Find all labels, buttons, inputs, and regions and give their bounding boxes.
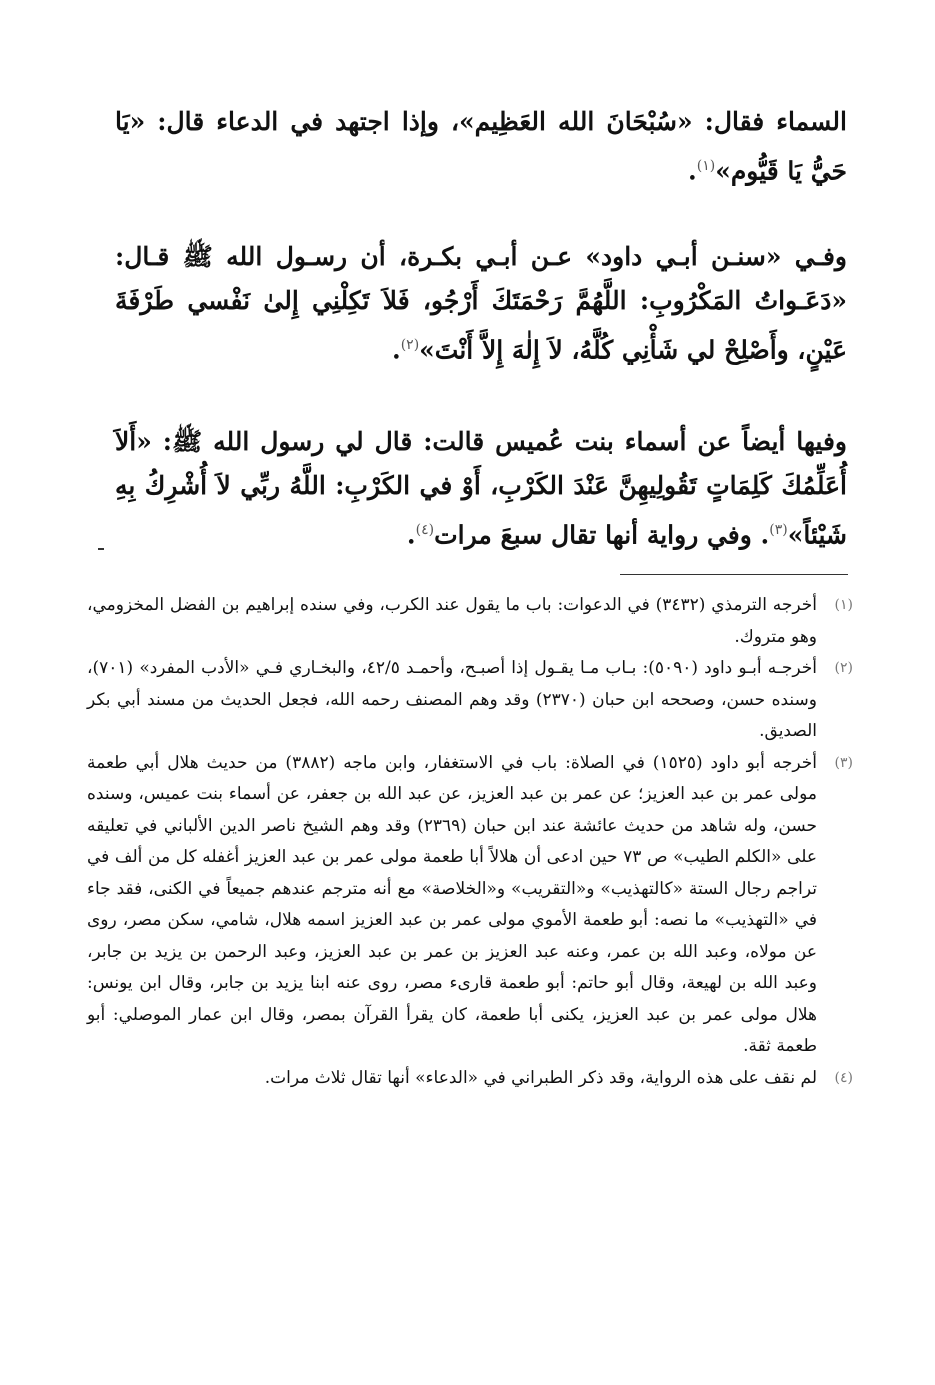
footnote-4 (87, 1063, 853, 1095)
footnote-1-number: (١) (834, 597, 853, 613)
footnote-3-text: أخرجه أبو داود (١٥٢٥) في الصلاة: باب في الاستغفار، وابن ماجه (٣٨٨٢) من حديث هلال أبي طعمة مولى عمر بن عبد العزيز؛ عن عمر بن عبد العزيز، عن عبد الله بن جعفر، عن أسماء بنت عميس، وسنده حسن، وله شاهد من حديث عائشة عند ابن حبان (٢٣٦٩) وقد وهم الشيخ ناصر الدين الألباني في تعليقه على «الكلم الطيب» ص ٧٣ حين ادعى أن هلالاً أبا طعمة مولى عمر بن عبد العزيز أغفله كل من ألف في تراجم رجال الستة «كالتهذيب» و«التقريب» و«الخلاصة» مع أنه مترجم عندهم جميعاً في الكنى، فقد جاء في «التهذيب» ما نصه: أبو طعمة الأموي مولى عمر بن عبد العزيز اسمه هلال، شامي، سكن مصر، روى عن مولاه، وعبد الله بن عمر، وعنه عبد العزيز بن عمر بن عبد العزيز، وعبد الرحمن بن يزيد بن جابر، وعبد الله بن لهيعة، وقال أبو حاتم: أبو طعمة قارىء مصر، روى عنه ابنا يزيد بن جابر، وقال ابن يونس: هلال مولى عمر بن عبد العزيز، يكنى أبا طعمة، كان يقرأ القرآن بمصر، وقال ابن عمار الموصلي: أبو طعمة ثقة. (87, 752, 818, 1056)
footnote-1 (87, 590, 853, 653)
footnote-2-text: أخرجـه أبـو داود (٥٠٩٠): بـاب مـا يقـول إذا أصبـح، وأحمـد ٤٢/٥، والبخـاري فـي «الأدب المفرد» (٧٠١)، وسنده حسن، وصححه ابن حبان (٢٣٧٠) وقد وهم المصنف رحمه الله، فجعل الحديث من مسند أبي بكر الصديق. (87, 658, 817, 741)
paragraph-1 (115, 100, 847, 193)
footnote-1-text: أخرجه الترمذي (٣٤٣٢) في الدعوات: باب ما يقول عند الكرب، وفي سنده إبراهيم بن الفضل المخزومي، وهو متروك. (87, 595, 817, 647)
footnote-ref-3: (٣) (769, 522, 788, 538)
footnote-3 (87, 748, 853, 1063)
margin-mark (98, 548, 104, 550)
footnote-2-number: (٢) (834, 660, 853, 676)
paragraph-1-end: . (688, 156, 697, 186)
paragraph-3-text-b: . وفي رواية أنها تقال سبعَ مرات (434, 520, 770, 550)
footnote-ref-2: (٢) (400, 337, 420, 353)
paragraph-1-text: السماء فقال: «سُبْحَانَ الله العَظِيم»، وإذا اجتهد في الدعاء قال: «يَا حَيُّ يَا قَيُّوم» (115, 107, 847, 186)
paragraph-3-text-a: وفيها أيضاً عن أسماء بنت عُميس قالت: قال لي رسول الله ﷺ: «أَلاَ أُعَلِّمُكَ كَلِمَاتٍ تَقُولِيهِنَّ عَنْدَ الكَرْبِ، أَوْ في الكَرْبِ: اللَّهُ ربِّي لاَ أُشْرِكُ بِهِ شَيْئاً» (115, 427, 847, 550)
footnote-separator (620, 574, 848, 575)
paragraph-2 (115, 235, 847, 372)
footnote-4-text: لم نقف على هذه الرواية، وقد ذكر الطبراني في «الدعاء» أنها تقال ثلاث مرات. (264, 1067, 817, 1088)
paragraph-2-end: . (391, 335, 401, 365)
footnote-4-number: (٤) (834, 1069, 853, 1086)
footnote-2 (87, 653, 853, 748)
paragraph-2-text: وفـي «سنـن أبـي داود» عـن أبـي بكـرة، أن رسـول الله ﷺ قـال: «دَعَـواتُ المَكْرُوبِ: اللَّهُمَّ رَحْمَتَكَ أَرْجُو، فَلاَ تَكِلْنِي إِلىٰ نَفْسي طَرْفَةَ عَيْنٍ، وأَصْلِحْ لي شَأْنِي كُلَّهُ، لاَ إِلٰهَ إِلاَّ أَنْتَ» (115, 242, 847, 365)
paragraph-3-end: . (406, 520, 416, 550)
footnotes-section (87, 590, 853, 1094)
paragraph-3 (115, 420, 847, 557)
footnote-3-number: (٣) (834, 754, 853, 771)
footnote-ref-4: (٤) (415, 522, 435, 538)
footnote-ref-1: (١) (696, 158, 716, 174)
